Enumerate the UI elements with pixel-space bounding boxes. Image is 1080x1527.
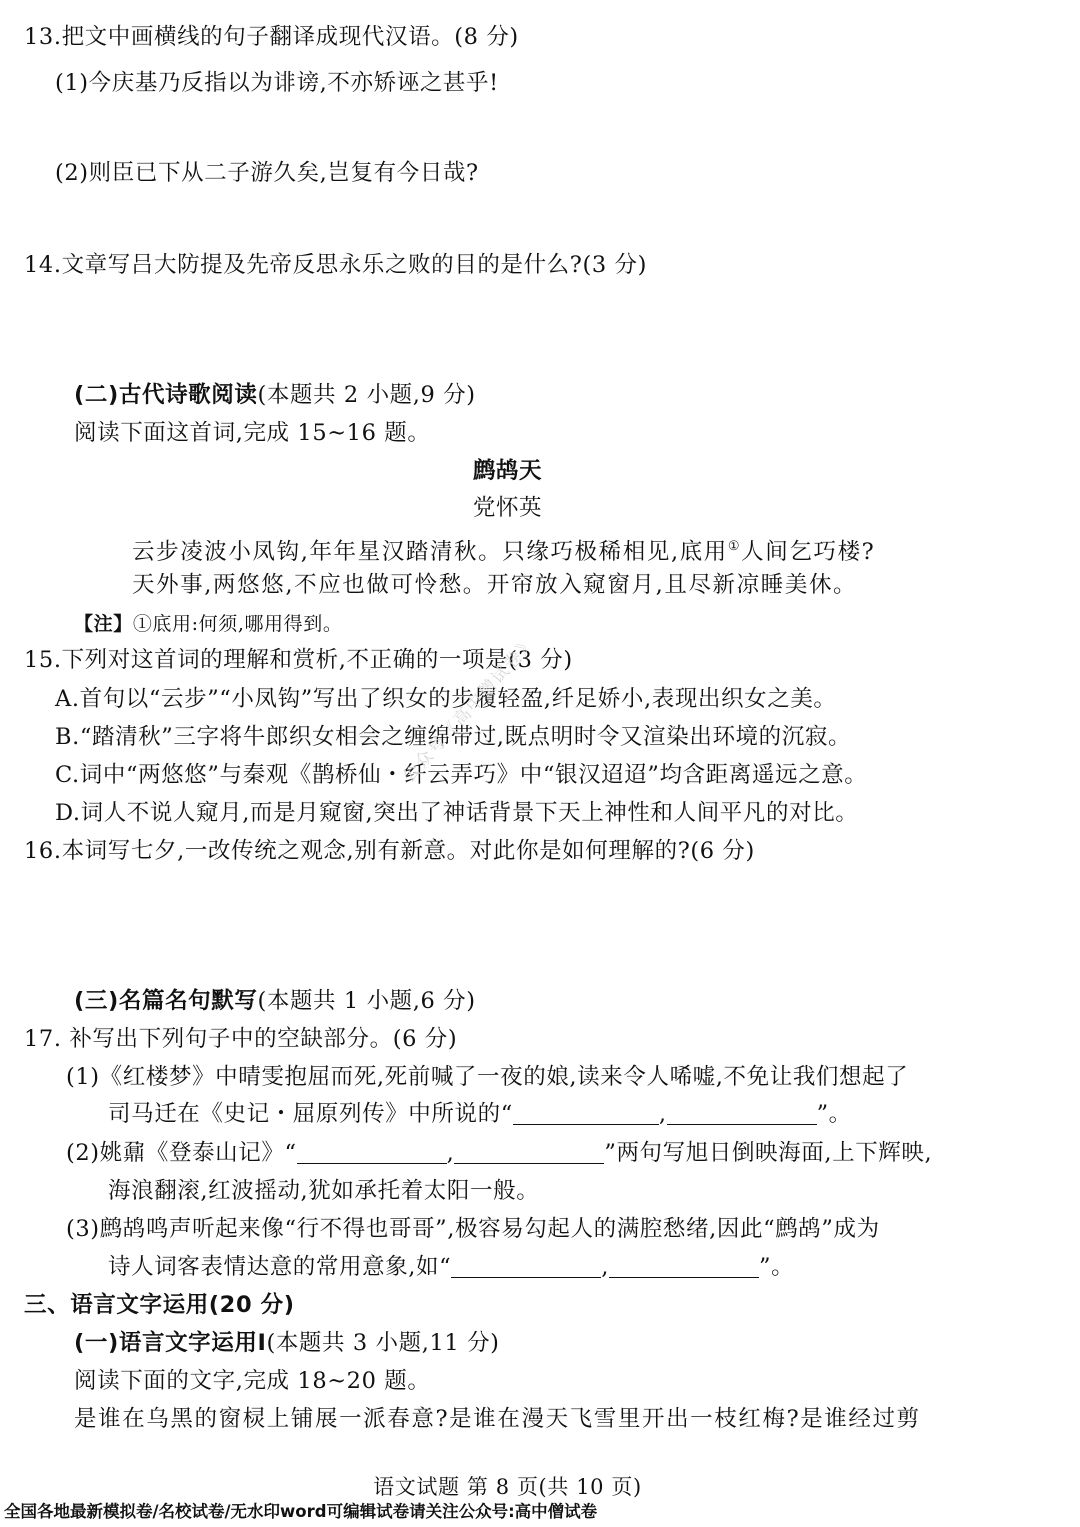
poem-line-1a: 云步凌波小凤钩,年年星汉踏清秋。只缘巧极稀相见,底用 bbox=[132, 539, 728, 565]
q15-option-c: C.词中“两悠悠”与秦观《鹊桥仙・纤云弄巧》中“银汉迢迢”均含距离遥远之意。 bbox=[55, 762, 868, 788]
q17-blank-3b[interactable] bbox=[609, 1255, 759, 1278]
q16-title: 16.本词写七夕,一改传统之观念,别有新意。对此你是如何理解的?(6 分) bbox=[24, 838, 755, 864]
poem-line-1 bbox=[132, 532, 875, 567]
section-poem-note: (本题共 2 小题,9 分) bbox=[257, 382, 476, 408]
section-recite-label: (三)名篇名句默写 bbox=[74, 988, 258, 1014]
q17-item-3a: (3)鹧鸪鸣声听起来像“行不得也哥哥”,极容易勾起人的满腔愁绪,因此“鹧鸪”成为 bbox=[66, 1216, 880, 1242]
section-recite-note: (本题共 1 小题,6 分) bbox=[257, 988, 476, 1014]
note-label: 【注】 bbox=[74, 613, 133, 635]
poem-line-2: 天外事,两悠悠,不应也做可怜愁。开帘放入窥窗月,且尽新凉睡美休。 bbox=[132, 572, 858, 598]
q17-2a-mid: , bbox=[446, 1140, 455, 1166]
part3-sub-label: (一)语言文字运用Ⅰ bbox=[74, 1330, 267, 1356]
part3-sub-note: (本题共 3 小题,11 分) bbox=[266, 1330, 500, 1356]
q17-blank-3a[interactable] bbox=[451, 1255, 601, 1278]
poem-note bbox=[74, 609, 342, 639]
promo-banner: 全国各地最新模拟卷/名校试卷/无水印word可编辑试卷请关注公众号:高中僧试卷 bbox=[4, 1502, 598, 1521]
q15-option-d: D.词人不说人窥月,而是月窥窗,突出了神话背景下天上神性和人间平凡的对比。 bbox=[55, 800, 859, 826]
part3-instruction: 阅读下面的文字,完成 18~20 题。 bbox=[74, 1368, 431, 1394]
note-text: ①底用:何须,哪用得到。 bbox=[132, 613, 343, 635]
poem-line-1b: 人间乞巧楼? bbox=[741, 539, 876, 565]
q17-blank-1b[interactable] bbox=[667, 1102, 817, 1125]
q13-title: 13.把文中画横线的句子翻译成现代汉语。(8 分) bbox=[24, 24, 519, 50]
poem-author: 党怀英 bbox=[472, 495, 543, 521]
q17-item-2a bbox=[66, 1138, 932, 1168]
q17-3b-mid: , bbox=[601, 1254, 610, 1280]
q17-2a-pre: (2)姚鼐《登泰山记》“ bbox=[66, 1140, 297, 1166]
page-footer: 语文试题 第 8 页(共 10 页) bbox=[373, 1475, 642, 1499]
section-recite-heading bbox=[74, 986, 476, 1016]
poem-title: 鹧鸪天 bbox=[472, 458, 543, 484]
q17-item-3b bbox=[108, 1252, 794, 1282]
footnote-marker: ① bbox=[727, 539, 742, 554]
q13-sentence-1: (1)今庆基乃反指以为诽谤,不亦矫诬之甚乎! bbox=[55, 70, 499, 96]
q14-title: 14.文章写吕大防提及先帝反思永乐之败的目的是什么?(3 分) bbox=[24, 252, 647, 278]
q17-item-1b bbox=[108, 1099, 852, 1129]
section-poem-label: (二)古代诗歌阅读 bbox=[74, 382, 258, 408]
q17-3b-pre: 诗人词客表情达意的常用意象,如“ bbox=[108, 1254, 452, 1280]
q17-3b-post: ”。 bbox=[759, 1254, 795, 1280]
q17-1b-post: ”。 bbox=[816, 1101, 852, 1127]
q15-option-a: A.首句以“云步”“小凤钩”写出了织女的步履轻盈,纤足娇小,表现出织女之美。 bbox=[55, 686, 837, 712]
part3-passage: 是谁在乌黑的窗棂上铺展一派春意?是谁在漫天飞雪里开出一枝红梅?是谁经过剪 bbox=[74, 1406, 921, 1432]
q17-blank-2b[interactable] bbox=[454, 1141, 604, 1164]
q17-title: 17. 补写出下列句子中的空缺部分。(6 分) bbox=[24, 1026, 458, 1052]
q17-item-2b: 海浪翻滚,红波摇动,犹如承托着太阳一般。 bbox=[108, 1178, 540, 1204]
section-poem-heading bbox=[74, 380, 476, 410]
q17-blank-2a[interactable] bbox=[297, 1141, 447, 1164]
q17-1b-pre: 司马迁在《史记・屈原列传》中所说的“ bbox=[108, 1101, 513, 1127]
q15-title: 15.下列对这首词的理解和赏析,不正确的一项是(3 分) bbox=[24, 647, 573, 673]
part3-heading: 三、语言文字运用(20 分) bbox=[24, 1292, 295, 1318]
part3-sub-heading bbox=[74, 1328, 500, 1358]
q17-1b-mid: , bbox=[658, 1101, 667, 1127]
q13-sentence-2: (2)则臣已下从二子游久矣,岂复有今日哉? bbox=[55, 160, 479, 186]
q17-item-1a: (1)《红楼梦》中晴雯抱屈而死,死前喊了一夜的娘,读来令人唏嘘,不免让我们想起了 bbox=[66, 1064, 909, 1090]
q15-option-b: B.“踏清秋”三字将牛郎织女相会之缠绵带过,既点明时令又渲染出环境的沉寂。 bbox=[55, 724, 852, 750]
watermark: 公众号《高中僧试卷》 bbox=[398, 632, 541, 787]
q17-blank-1a[interactable] bbox=[513, 1102, 659, 1125]
q17-2a-post: ”两句写旭日倒映海面,上下辉映, bbox=[604, 1140, 933, 1166]
poem-instruction: 阅读下面这首词,完成 15~16 题。 bbox=[74, 420, 431, 446]
